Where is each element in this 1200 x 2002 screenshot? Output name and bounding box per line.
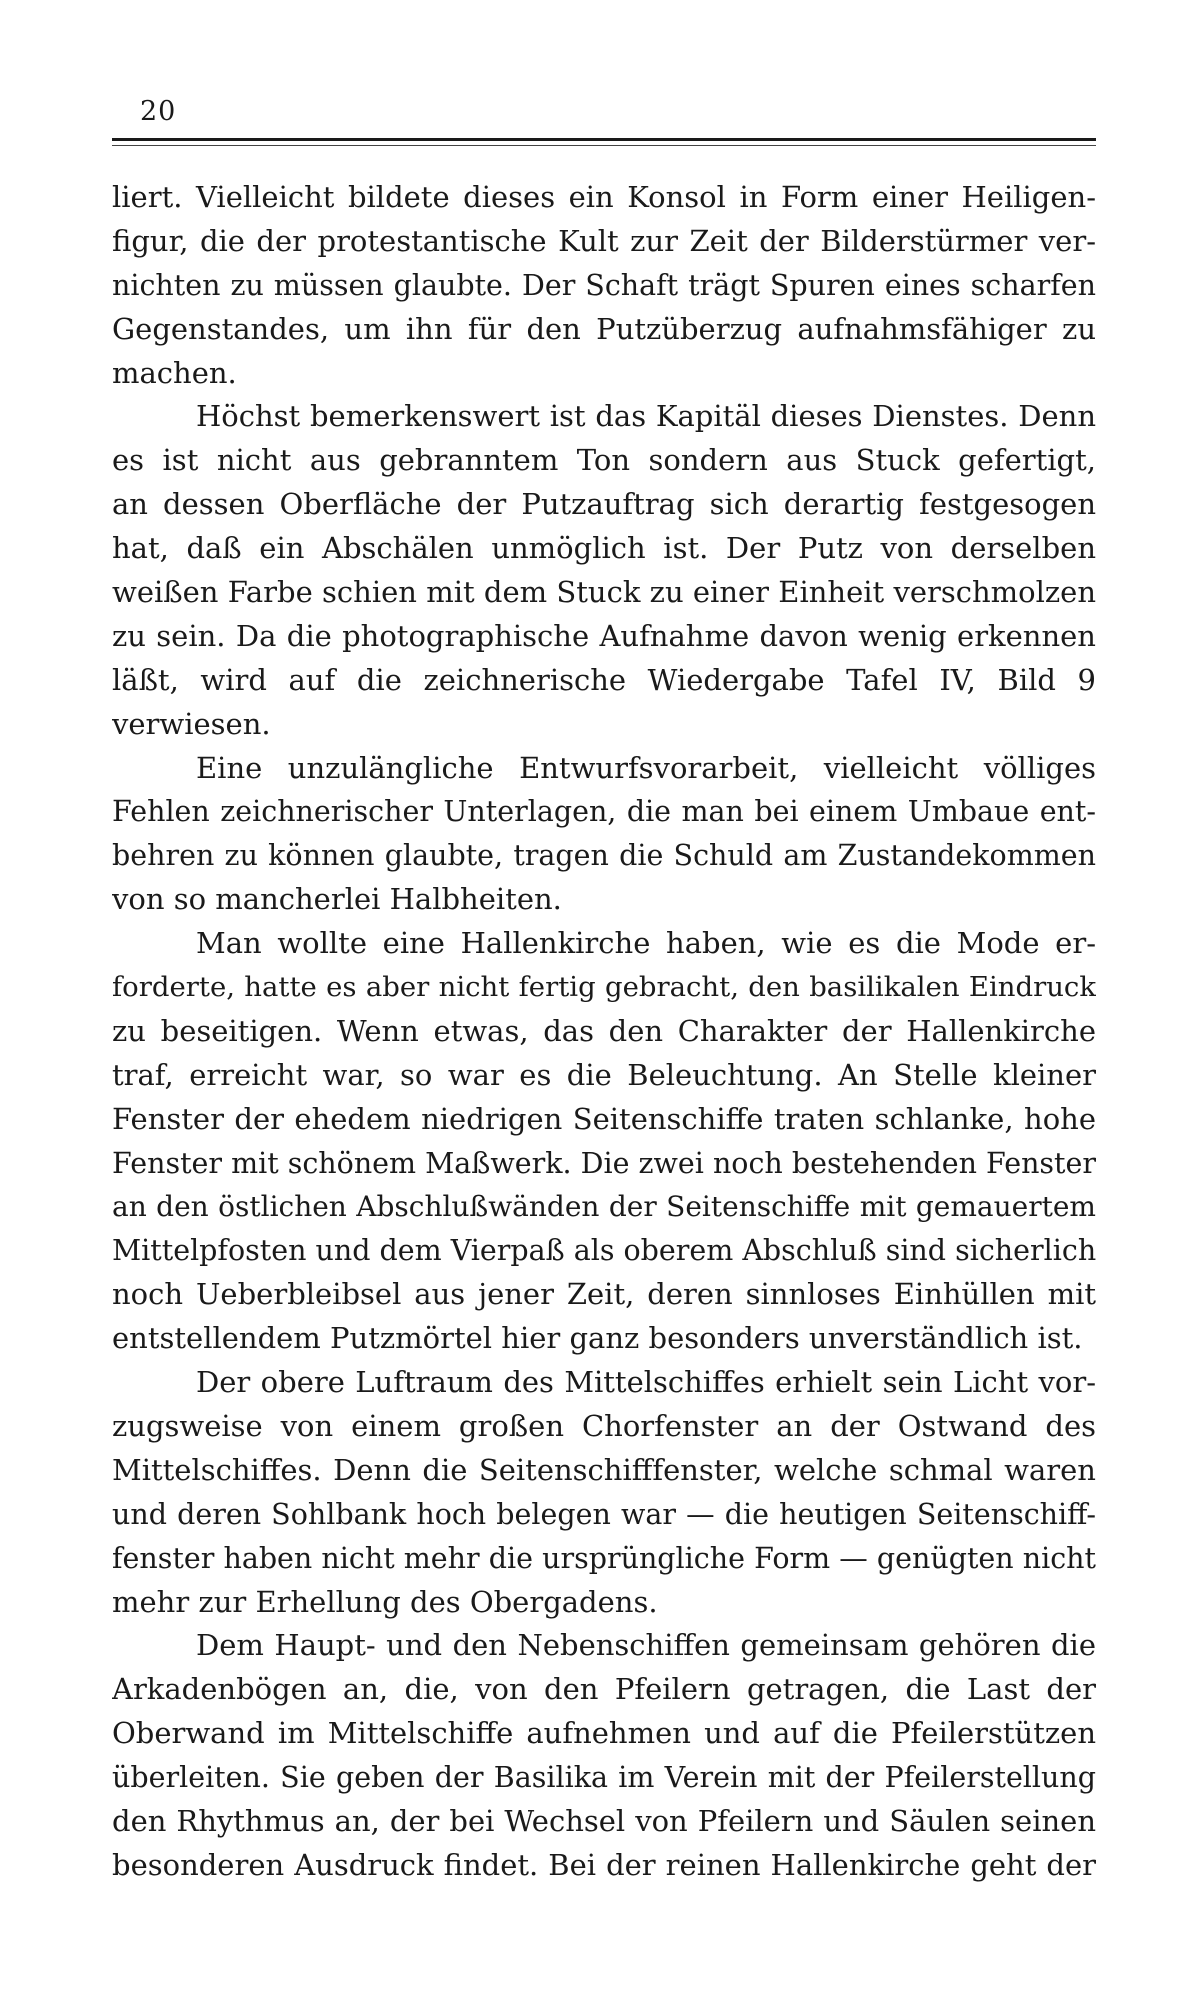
text-line: und deren Sohlbank hoch belegen war — die heutigen Seitenschiff- [112,1497,1096,1531]
text-line: zugsweise von einem großen Chorfenster an der Ostwand des [112,1408,1096,1443]
text-line: weißen Farbe schien mit dem Stuck zu einer Einheit verschmolzen [112,575,1096,610]
text-line: zu sein. Da die photographische Aufnahme davon wenig erkennen [112,618,1096,653]
text-line: Fehlen zeichnerischer Unterlagen, die man bei einem Umbaue ent- [112,795,1096,829]
text-line: an dessen Oberfläche der Putzauftrag sich derartig festgesogen [112,487,1096,522]
header-rule-thin [112,145,1096,146]
text-line: noch Ueberbleibsel aus jener Zeit, deren sinnloses Einhüllen mit [112,1277,1096,1312]
text-line: läßt, wird auf die zeichnerische Wiedergabe Tafel IV, Bild 9 [112,662,1096,697]
text-line: Arkadenbögen an, die, von den Pfeilern getragen, die Last der [112,1672,1096,1707]
text-line: figur, die der protestantische Kult zur Zeit der Bilderstürmer ver- [112,223,1096,258]
text-line: Fenster der ehedem niedrigen Seitenschiffe traten schlanke, hohe [112,1101,1096,1136]
text-line: Mittelpfosten und dem Vierpaß als oberem Abschluß sind sicherlich [112,1234,1096,1268]
page-number: 20 [140,96,177,127]
text-line: nichten zu müssen glaubte. Der Schaft trägt Spuren eines scharfen [112,268,1096,302]
text-line: hat, daß ein Abschälen unmöglich ist. Der Putz von derselben [112,531,1096,566]
text-line: Fenster mit schönem Maßwerk. Die zwei noch bestehenden Fenster [112,1146,1096,1180]
text-line: machen. [112,355,237,390]
text-line: mehr zur Erhellung des Obergadens. [112,1584,658,1619]
text-line: besonderen Ausdruck findet. Bei der reinen Hallenkirche geht der [112,1847,1096,1882]
text-line: von so mancherlei Halbheiten. [112,882,562,917]
text-line: fenster haben nicht mehr die ursprüngliche Form — genügten nicht [112,1541,1096,1575]
text-line: entstellendem Putzmörtel hier ganz besonders unverständlich ist. [112,1321,1083,1356]
text-line: liert. Vielleicht bildete dieses ein Konsol in Form einer Heiligen- [112,180,1096,214]
text-line: verwiesen. [112,706,271,741]
text-line: den Rhythmus an, der bei Wechsel von Pfeilern und Säulen seinen [112,1803,1096,1838]
text-line: Der obere Luftraum des Mittelschiffes erhielt sein Licht vor- [196,1365,1096,1400]
text-line: zu beseitigen. Wenn etwas, das den Charakter der Hallenkirche [112,1013,1096,1048]
body-text [112,176,1096,1888]
text-line: Man wollte eine Hallenkirche haben, wie es die Mode er- [196,926,1096,961]
text-line: Höchst bemerkenswert ist das Kapitäl dieses Dienstes. Denn [196,399,1096,434]
text-line: Oberwand im Mittelschiffe aufnehmen und auf die Pfeilerstützen [112,1716,1096,1751]
text-line: Gegenstandes, um ihn für den Putzüberzug aufnahmsfähiger zu [112,311,1096,346]
text-line: behren zu können glaubte, tragen die Schuld am Zustandekommen [112,839,1096,873]
text-line: forderte, hatte es aber nicht fertig gebracht, den basilikalen Eindruck [112,971,1096,1004]
text-line: es ist nicht aus gebranntem Ton sondern aus Stuck gefertigt, [112,443,1096,478]
text-line: Dem Haupt- und den Nebenschiffen gemeinsam gehören die [196,1628,1096,1663]
text-line: traf, erreicht war, so war es die Beleuchtung. An Stelle kleiner [112,1057,1096,1092]
text-line: Mittelschiffes. Denn die Seitenschifffenster, welche schmal waren [112,1452,1096,1487]
text-line: Eine unzulängliche Entwurfsvorarbeit, vielleicht völliges [196,750,1096,785]
header-rule [112,138,1096,141]
text-line: überleiten. Sie geben der Basilika im Verein mit der Pfeilerstellung [112,1761,1096,1795]
text-line: an den östlichen Abschlußwänden der Seitenschiffe mit gemauertem [112,1190,1096,1224]
